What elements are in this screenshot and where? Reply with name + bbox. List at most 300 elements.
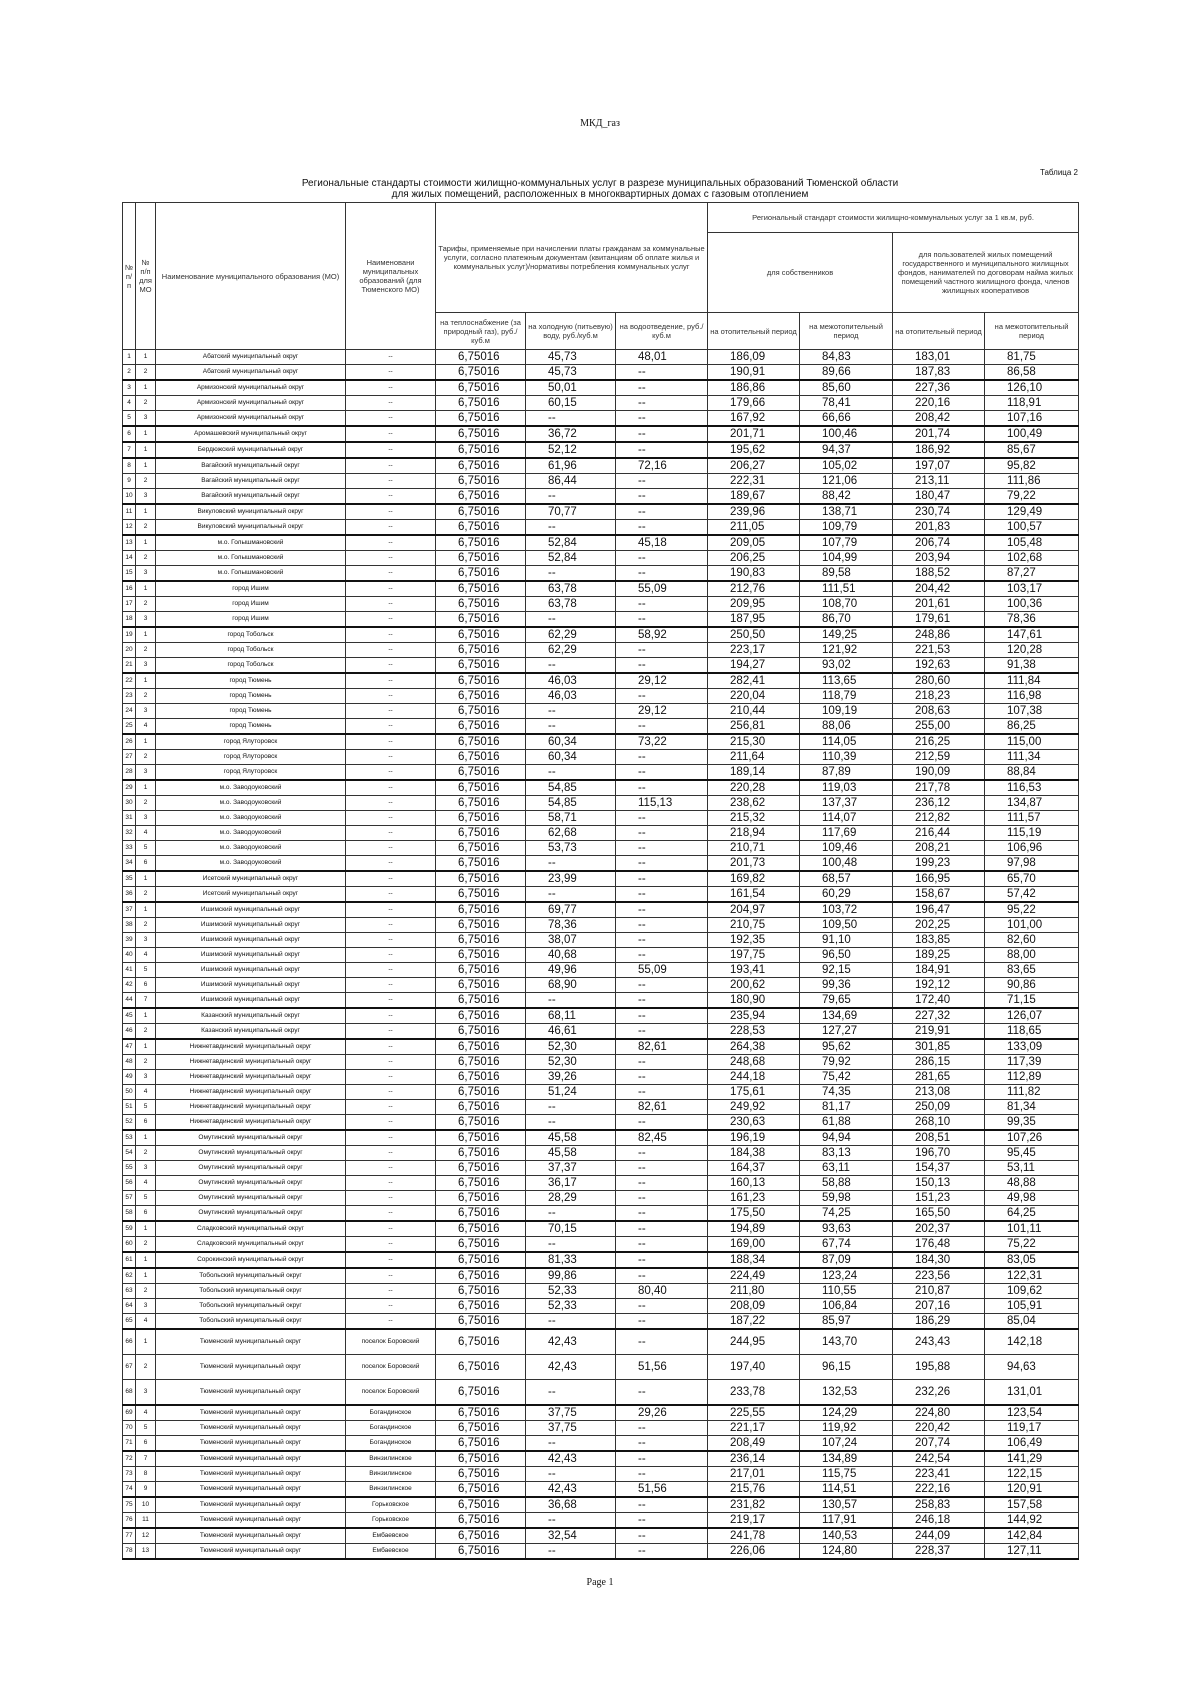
mo-name-cell: Нижнетавдинский муниципальный округ — [156, 1100, 346, 1115]
cold-water-tariff-cell: 52,33 — [526, 1299, 616, 1314]
heat-tariff-cell: 6,75016 — [436, 1206, 526, 1222]
row-number-cell: 12 — [123, 520, 136, 536]
tenants-heat-period-cell: 268,10 — [893, 1115, 985, 1131]
cold-water-tariff-cell: 58,71 — [526, 811, 616, 826]
heat-tariff-cell: 6,75016 — [436, 1115, 526, 1131]
mo-name-cell: Тюменский муниципальный округ — [156, 1544, 346, 1560]
table-row — [123, 396, 1079, 411]
cold-water-tariff-cell: 51,24 — [526, 1085, 616, 1100]
sub-name-cell: -- — [346, 765, 436, 781]
mo-name-cell: Армизонский муниципальный округ — [156, 411, 346, 427]
table-row — [123, 474, 1079, 489]
drain-tariff-cell: 58,92 — [616, 627, 708, 643]
mo-name-cell: Тобольский муниципальный округ — [156, 1284, 346, 1299]
owners-heat-period-cell: 169,82 — [708, 871, 800, 887]
mo-row-number-cell: 1 — [136, 871, 156, 887]
drain-tariff-cell: -- — [616, 1008, 708, 1024]
drain-tariff-cell: -- — [616, 887, 708, 903]
heat-tariff-cell: 6,75016 — [436, 627, 526, 643]
drain-tariff-cell: 45,18 — [616, 535, 708, 551]
owners-non-heat-period-cell: 93,63 — [800, 1221, 893, 1237]
sub-name-cell: -- — [346, 350, 436, 365]
cold-water-tariff-cell: 62,68 — [526, 826, 616, 841]
table-row — [123, 1497, 1079, 1513]
mo-row-number-cell: 1 — [136, 1039, 156, 1055]
tenants-heat-period-cell: 218,23 — [893, 689, 985, 704]
owners-heat-period-cell: 161,54 — [708, 887, 800, 903]
drain-tariff-cell: 82,61 — [616, 1100, 708, 1115]
heat-tariff-cell: 6,75016 — [436, 918, 526, 933]
table-row — [123, 1299, 1079, 1314]
owners-heat-period-cell: 190,91 — [708, 365, 800, 381]
row-number-cell: 7 — [123, 442, 136, 458]
row-number-cell: 47 — [123, 1039, 136, 1055]
mo-name-cell: Тюменский муниципальный округ — [156, 1436, 346, 1452]
owners-heat-period-cell: 264,38 — [708, 1039, 800, 1055]
mo-row-number-cell: 12 — [136, 1528, 156, 1544]
row-number-cell: 73 — [123, 1467, 136, 1482]
tenants-non-heat-period-cell: 97,98 — [985, 856, 1079, 872]
tenants-non-heat-period-cell: 107,16 — [985, 411, 1079, 427]
mo-name-cell: Абатский муниципальный округ — [156, 365, 346, 381]
heat-tariff-cell: 6,75016 — [436, 597, 526, 612]
sub-name-cell: -- — [346, 780, 436, 796]
mo-row-number-cell: 10 — [136, 1497, 156, 1513]
drain-tariff-cell: -- — [616, 765, 708, 781]
heat-tariff-cell: 6,75016 — [436, 1130, 526, 1146]
drain-tariff-cell: 82,45 — [616, 1130, 708, 1146]
cold-water-tariff-cell: 42,43 — [526, 1451, 616, 1467]
row-number-cell: 23 — [123, 689, 136, 704]
drain-tariff-cell: -- — [616, 658, 708, 674]
drain-tariff-cell: -- — [616, 871, 708, 887]
drain-tariff-cell: -- — [616, 520, 708, 536]
mo-name-cell: м.о. Заводоуковский — [156, 841, 346, 856]
sub-name-cell: -- — [346, 1161, 436, 1176]
cold-water-tariff-cell: 46,03 — [526, 689, 616, 704]
owners-heat-period-cell: 236,14 — [708, 1451, 800, 1467]
row-number-cell: 29 — [123, 780, 136, 796]
cold-water-tariff-cell: -- — [526, 1237, 616, 1253]
owners-heat-period-cell: 249,92 — [708, 1100, 800, 1115]
drain-tariff-cell: -- — [616, 1268, 708, 1284]
tenants-heat-period-cell: 242,54 — [893, 1451, 985, 1467]
sub-name-cell: -- — [346, 1299, 436, 1314]
table-row — [123, 1405, 1079, 1421]
row-number-cell: 59 — [123, 1221, 136, 1237]
owners-heat-period-cell: 209,05 — [708, 535, 800, 551]
drain-tariff-cell: -- — [616, 1314, 708, 1330]
table-row — [123, 1146, 1079, 1161]
tenants-heat-period-cell: 154,37 — [893, 1161, 985, 1176]
owners-heat-period-cell: 194,89 — [708, 1221, 800, 1237]
cold-water-tariff-cell: -- — [526, 411, 616, 427]
mo-row-number-cell: 1 — [136, 442, 156, 458]
owners-non-heat-period-cell: 78,41 — [800, 396, 893, 411]
table-row — [123, 1329, 1079, 1355]
heat-tariff-cell: 6,75016 — [436, 1221, 526, 1237]
mo-row-number-cell: 2 — [136, 1055, 156, 1070]
mo-row-number-cell: 3 — [136, 1299, 156, 1314]
heat-tariff-cell: 6,75016 — [436, 750, 526, 765]
tenants-heat-period-cell: 244,09 — [893, 1528, 985, 1544]
cold-water-tariff-cell: 99,86 — [526, 1268, 616, 1284]
header-heat-tariff: на теплоснабжение (за природный газ), руб./куб.м — [436, 313, 526, 350]
table-row — [123, 627, 1079, 643]
owners-heat-period-cell: 197,40 — [708, 1355, 800, 1380]
mo-name-cell: Ишимский муниципальный округ — [156, 993, 346, 1009]
owners-non-heat-period-cell: 74,25 — [800, 1206, 893, 1222]
mo-row-number-cell: 1 — [136, 734, 156, 750]
cold-water-tariff-cell: 52,33 — [526, 1284, 616, 1299]
owners-non-heat-period-cell: 118,79 — [800, 689, 893, 704]
drain-tariff-cell: -- — [616, 1161, 708, 1176]
tenants-heat-period-cell: 187,83 — [893, 365, 985, 381]
row-number-cell: 10 — [123, 489, 136, 505]
mo-name-cell: Тюменский муниципальный округ — [156, 1405, 346, 1421]
sub-name-cell: -- — [346, 1085, 436, 1100]
cold-water-tariff-cell: -- — [526, 1436, 616, 1452]
mo-name-cell: Исетский муниципальный округ — [156, 871, 346, 887]
table-row — [123, 1314, 1079, 1330]
tenants-heat-period-cell: 190,09 — [893, 765, 985, 781]
mo-name-cell: Вагайский муниципальный округ — [156, 474, 346, 489]
table-row — [123, 612, 1079, 628]
heat-tariff-cell: 6,75016 — [436, 1513, 526, 1529]
mo-row-number-cell: 3 — [136, 1070, 156, 1085]
owners-non-heat-period-cell: 96,50 — [800, 948, 893, 963]
table-row — [123, 1130, 1079, 1146]
mo-name-cell: м.о. Голышмановский — [156, 551, 346, 566]
sub-name-cell: -- — [346, 1024, 436, 1040]
owners-heat-period-cell: 208,49 — [708, 1436, 800, 1452]
drain-tariff-cell: -- — [616, 1467, 708, 1482]
mo-name-cell: город Ялуторовск — [156, 734, 346, 750]
drain-tariff-cell: -- — [616, 719, 708, 735]
cold-water-tariff-cell: 69,77 — [526, 902, 616, 918]
cold-water-tariff-cell: 52,12 — [526, 442, 616, 458]
sub-name-cell: -- — [346, 811, 436, 826]
table-row — [123, 365, 1079, 381]
tenants-heat-period-cell: 213,08 — [893, 1085, 985, 1100]
mo-row-number-cell: 1 — [136, 1221, 156, 1237]
tenants-heat-period-cell: 281,65 — [893, 1070, 985, 1085]
heat-tariff-cell: 6,75016 — [436, 902, 526, 918]
tenants-heat-period-cell: 183,01 — [893, 350, 985, 365]
cold-water-tariff-cell: 63,78 — [526, 581, 616, 597]
owners-non-heat-period-cell: 114,07 — [800, 811, 893, 826]
row-number-cell: 5 — [123, 411, 136, 427]
drain-tariff-cell: 55,09 — [616, 581, 708, 597]
row-number-cell: 16 — [123, 581, 136, 597]
tenants-heat-period-cell: 195,88 — [893, 1355, 985, 1380]
drain-tariff-cell: -- — [616, 426, 708, 442]
sub-name-cell: -- — [346, 734, 436, 750]
mo-name-cell: город Тобольск — [156, 627, 346, 643]
sub-name-cell: -- — [346, 411, 436, 427]
heat-tariff-cell: 6,75016 — [436, 551, 526, 566]
owners-heat-period-cell: 233,78 — [708, 1380, 800, 1406]
mo-row-number-cell: 2 — [136, 396, 156, 411]
mo-row-number-cell: 4 — [136, 826, 156, 841]
heat-tariff-cell: 6,75016 — [436, 658, 526, 674]
tenants-heat-period-cell: 201,83 — [893, 520, 985, 536]
drain-tariff-cell: -- — [616, 978, 708, 993]
drain-tariff-cell: -- — [616, 612, 708, 628]
drain-tariff-cell: -- — [616, 902, 708, 918]
cold-water-tariff-cell: 36,17 — [526, 1176, 616, 1191]
mo-row-number-cell: 3 — [136, 1161, 156, 1176]
header-standard: Региональный стандарт стоимости жилищно-коммунальных услуг за 1 кв.м, руб. — [708, 203, 1079, 233]
sub-name-cell: -- — [346, 856, 436, 872]
heat-tariff-cell: 6,75016 — [436, 1482, 526, 1498]
drain-tariff-cell: -- — [616, 1421, 708, 1436]
tenants-non-heat-period-cell: 100,49 — [985, 426, 1079, 442]
tenants-non-heat-period-cell: 115,00 — [985, 734, 1079, 750]
table-row — [123, 811, 1079, 826]
table-row — [123, 1055, 1079, 1070]
tenants-heat-period-cell: 203,94 — [893, 551, 985, 566]
table-row — [123, 796, 1079, 811]
table-row — [123, 871, 1079, 887]
sub-name-cell: -- — [346, 978, 436, 993]
owners-non-heat-period-cell: 79,65 — [800, 993, 893, 1009]
cold-water-tariff-cell: 81,33 — [526, 1252, 616, 1268]
heat-tariff-cell: 6,75016 — [436, 1284, 526, 1299]
table-row — [123, 673, 1079, 689]
sub-name-cell: -- — [346, 396, 436, 411]
owners-heat-period-cell: 219,17 — [708, 1513, 800, 1529]
tenants-heat-period-cell: 212,82 — [893, 811, 985, 826]
drain-tariff-cell: -- — [616, 551, 708, 566]
owners-non-heat-period-cell: 67,74 — [800, 1237, 893, 1253]
mo-name-cell: Омутинский муниципальный округ — [156, 1176, 346, 1191]
cold-water-tariff-cell: 37,37 — [526, 1161, 616, 1176]
row-number-cell: 18 — [123, 612, 136, 628]
sub-name-cell: Богандинское — [346, 1421, 436, 1436]
mo-row-number-cell: 5 — [136, 963, 156, 978]
owners-non-heat-period-cell: 89,66 — [800, 365, 893, 381]
tenants-heat-period-cell: 236,12 — [893, 796, 985, 811]
owners-heat-period-cell: 230,63 — [708, 1115, 800, 1131]
sub-name-cell: -- — [346, 1008, 436, 1024]
cold-water-tariff-cell: 68,90 — [526, 978, 616, 993]
mo-name-cell: Ишимский муниципальный округ — [156, 902, 346, 918]
heat-tariff-cell: 6,75016 — [436, 1497, 526, 1513]
cold-water-tariff-cell: -- — [526, 887, 616, 903]
drain-tariff-cell: -- — [616, 643, 708, 658]
owners-heat-period-cell: 220,04 — [708, 689, 800, 704]
owners-non-heat-period-cell: 104,99 — [800, 551, 893, 566]
drain-tariff-cell: -- — [616, 411, 708, 427]
mo-row-number-cell: 1 — [136, 535, 156, 551]
cold-water-tariff-cell: -- — [526, 765, 616, 781]
mo-name-cell: Ишимский муниципальный округ — [156, 918, 346, 933]
owners-non-heat-period-cell: 119,92 — [800, 1421, 893, 1436]
tenants-non-heat-period-cell: 142,84 — [985, 1528, 1079, 1544]
row-number-cell: 65 — [123, 1314, 136, 1330]
row-number-cell: 54 — [123, 1146, 136, 1161]
owners-non-heat-period-cell: 66,66 — [800, 411, 893, 427]
sub-name-cell: -- — [346, 1070, 436, 1085]
cold-water-tariff-cell: 52,84 — [526, 551, 616, 566]
cold-water-tariff-cell: 61,96 — [526, 458, 616, 474]
heat-tariff-cell: 6,75016 — [436, 1237, 526, 1253]
tenants-heat-period-cell: 151,23 — [893, 1191, 985, 1206]
row-number-cell: 58 — [123, 1206, 136, 1222]
tenants-non-heat-period-cell: 111,34 — [985, 750, 1079, 765]
cold-water-tariff-cell: -- — [526, 1513, 616, 1529]
owners-heat-period-cell: 223,17 — [708, 643, 800, 658]
mo-row-number-cell: 2 — [136, 1355, 156, 1380]
mo-row-number-cell: 4 — [136, 1405, 156, 1421]
sub-name-cell: -- — [346, 918, 436, 933]
row-number-cell: 76 — [123, 1513, 136, 1529]
drain-tariff-cell: -- — [616, 597, 708, 612]
sub-name-cell: -- — [346, 933, 436, 948]
owners-heat-period-cell: 212,76 — [708, 581, 800, 597]
table-row — [123, 597, 1079, 612]
table-row — [123, 856, 1079, 872]
cold-water-tariff-cell: 54,85 — [526, 796, 616, 811]
cold-water-tariff-cell: 42,43 — [526, 1329, 616, 1355]
tenants-non-heat-period-cell: 109,62 — [985, 1284, 1079, 1299]
row-number-cell: 35 — [123, 871, 136, 887]
drain-tariff-cell: -- — [616, 474, 708, 489]
row-number-cell: 39 — [123, 933, 136, 948]
heat-tariff-cell: 6,75016 — [436, 1421, 526, 1436]
mo-name-cell: м.о. Заводоуковский — [156, 826, 346, 841]
drain-tariff-cell: -- — [616, 1329, 708, 1355]
mo-row-number-cell: 3 — [136, 566, 156, 582]
owners-heat-period-cell: 194,27 — [708, 658, 800, 674]
tenants-non-heat-period-cell: 101,00 — [985, 918, 1079, 933]
drain-tariff-cell: -- — [616, 504, 708, 520]
owners-non-heat-period-cell: 123,24 — [800, 1268, 893, 1284]
owners-non-heat-period-cell: 114,51 — [800, 1482, 893, 1498]
tenants-non-heat-period-cell: 107,38 — [985, 704, 1079, 719]
row-number-cell: 3 — [123, 380, 136, 396]
tenants-non-heat-period-cell: 53,11 — [985, 1161, 1079, 1176]
sub-name-cell: -- — [346, 365, 436, 381]
owners-heat-period-cell: 215,76 — [708, 1482, 800, 1498]
heat-tariff-cell: 6,75016 — [436, 826, 526, 841]
row-number-cell: 45 — [123, 1008, 136, 1024]
tenants-heat-period-cell: 202,37 — [893, 1221, 985, 1237]
tenants-non-heat-period-cell: 116,53 — [985, 780, 1079, 796]
heat-tariff-cell: 6,75016 — [436, 1544, 526, 1560]
table-row — [123, 1039, 1079, 1055]
tenants-non-heat-period-cell: 79,22 — [985, 489, 1079, 505]
table-row — [123, 765, 1079, 781]
table-row — [123, 918, 1079, 933]
mo-name-cell: Тюменский муниципальный округ — [156, 1355, 346, 1380]
row-number-cell: 57 — [123, 1191, 136, 1206]
cold-water-tariff-cell: -- — [526, 704, 616, 719]
drain-tariff-cell: -- — [616, 442, 708, 458]
row-number-cell: 38 — [123, 918, 136, 933]
owners-non-heat-period-cell: 108,70 — [800, 597, 893, 612]
heat-tariff-cell: 6,75016 — [436, 1329, 526, 1355]
cold-water-tariff-cell: 37,75 — [526, 1421, 616, 1436]
table-row — [123, 704, 1079, 719]
mo-row-number-cell: 4 — [136, 1085, 156, 1100]
mo-name-cell: город Ялуторовск — [156, 750, 346, 765]
tenants-heat-period-cell: 206,74 — [893, 535, 985, 551]
table-row — [123, 643, 1079, 658]
row-number-cell: 19 — [123, 627, 136, 643]
cold-water-tariff-cell: -- — [526, 658, 616, 674]
sub-name-cell: Горьковское — [346, 1497, 436, 1513]
tenants-non-heat-period-cell: 119,17 — [985, 1421, 1079, 1436]
tenants-non-heat-period-cell: 57,42 — [985, 887, 1079, 903]
mo-name-cell: м.о. Заводоуковский — [156, 796, 346, 811]
heat-tariff-cell: 6,75016 — [436, 643, 526, 658]
mo-row-number-cell: 11 — [136, 1513, 156, 1529]
drain-tariff-cell: 115,13 — [616, 796, 708, 811]
row-number-cell: 13 — [123, 535, 136, 551]
row-number-cell: 40 — [123, 948, 136, 963]
tenants-non-heat-period-cell: 115,19 — [985, 826, 1079, 841]
cold-water-tariff-cell: 42,43 — [526, 1355, 616, 1380]
table-row — [123, 1085, 1079, 1100]
drain-tariff-cell: -- — [616, 1024, 708, 1040]
tenants-heat-period-cell: 183,85 — [893, 933, 985, 948]
heat-tariff-cell: 6,75016 — [436, 978, 526, 993]
mo-name-cell: Нижнетавдинский муниципальный округ — [156, 1115, 346, 1131]
mo-row-number-cell: 8 — [136, 1467, 156, 1482]
sub-name-cell: -- — [346, 704, 436, 719]
row-number-cell: 22 — [123, 673, 136, 689]
table-row — [123, 993, 1079, 1009]
drain-tariff-cell: -- — [616, 566, 708, 582]
mo-name-cell: Тюменский муниципальный округ — [156, 1513, 346, 1529]
sub-name-cell: -- — [346, 380, 436, 396]
sub-name-cell: поселок Боровский — [346, 1329, 436, 1355]
heat-tariff-cell: 6,75016 — [436, 520, 526, 536]
owners-heat-period-cell: 220,28 — [708, 780, 800, 796]
owners-non-heat-period-cell: 60,29 — [800, 887, 893, 903]
row-number-cell: 75 — [123, 1497, 136, 1513]
table-row — [123, 750, 1079, 765]
row-number-cell: 31 — [123, 811, 136, 826]
cold-water-tariff-cell: 45,73 — [526, 350, 616, 365]
mo-name-cell: город Тюмень — [156, 719, 346, 735]
tenants-non-heat-period-cell: 65,70 — [985, 871, 1079, 887]
row-number-cell: 64 — [123, 1299, 136, 1314]
table-row — [123, 933, 1079, 948]
drain-tariff-cell: -- — [616, 811, 708, 826]
row-number-cell: 34 — [123, 856, 136, 872]
heat-tariff-cell: 6,75016 — [436, 780, 526, 796]
row-number-cell: 62 — [123, 1268, 136, 1284]
heat-tariff-cell: 6,75016 — [436, 1070, 526, 1085]
owners-non-heat-period-cell: 89,58 — [800, 566, 893, 582]
tenants-heat-period-cell: 165,50 — [893, 1206, 985, 1222]
mo-name-cell: Тюменский муниципальный округ — [156, 1380, 346, 1406]
sub-name-cell: -- — [346, 689, 436, 704]
owners-non-heat-period-cell: 109,19 — [800, 704, 893, 719]
sub-name-cell: -- — [346, 750, 436, 765]
tenants-heat-period-cell: 208,21 — [893, 841, 985, 856]
tenants-non-heat-period-cell: 88,84 — [985, 765, 1079, 781]
cold-water-tariff-cell: 49,96 — [526, 963, 616, 978]
tenants-heat-period-cell: 280,60 — [893, 673, 985, 689]
table-row — [123, 1528, 1079, 1544]
mo-row-number-cell: 1 — [136, 1329, 156, 1355]
cold-water-tariff-cell: 52,30 — [526, 1039, 616, 1055]
tenants-heat-period-cell: 201,74 — [893, 426, 985, 442]
